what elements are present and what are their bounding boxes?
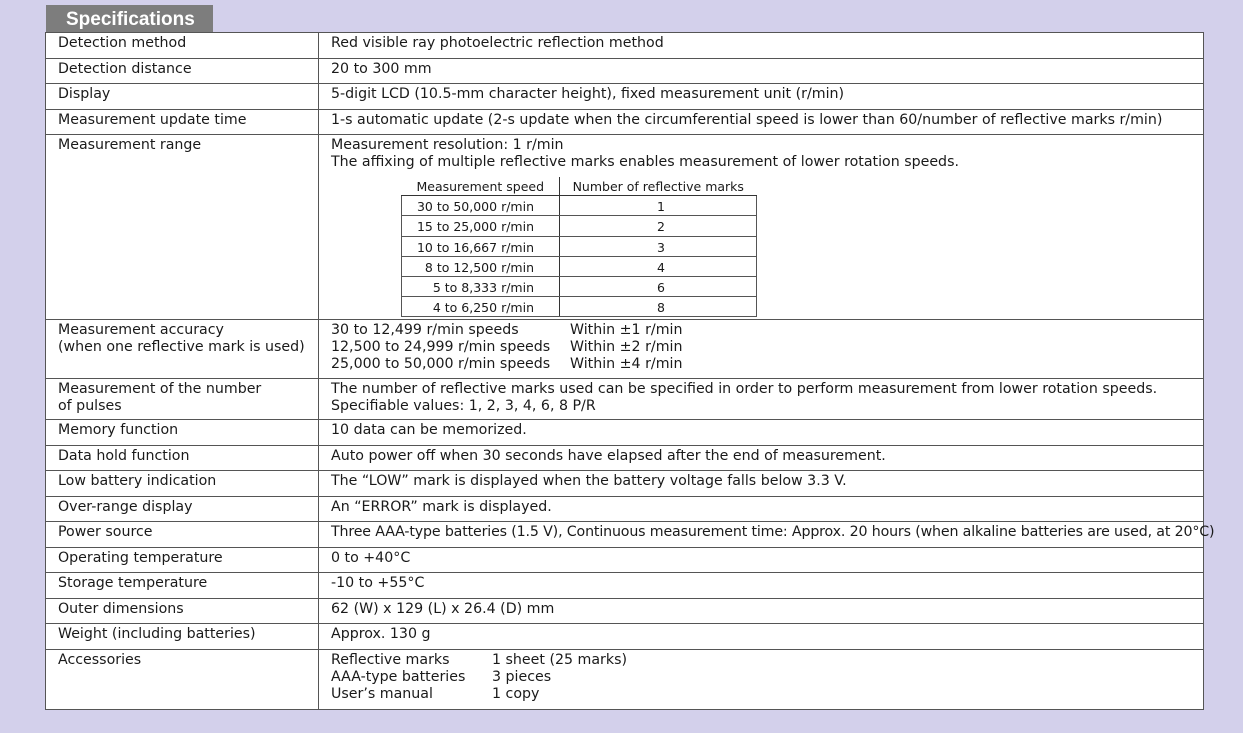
accuracy-item [331, 339, 1197, 356]
accuracy-value: Within ±4 r/min [570, 356, 683, 373]
row-value: Approx. 130 g [319, 624, 1204, 650]
row-label: Weight (including batteries) [46, 624, 319, 650]
table-row [46, 109, 1204, 135]
row-value: -10 to +55°C [319, 573, 1204, 599]
marks-cell: 8 [560, 297, 757, 317]
accessory-name: User’s manual [331, 685, 433, 702]
table-row [46, 471, 1204, 497]
speed-row [402, 196, 757, 216]
speed-row [402, 216, 757, 236]
row-label: Accessories [46, 649, 319, 709]
row-value: 5-digit LCD (10.5-mm character height), fixed measurement unit (r/min) [319, 84, 1204, 110]
pulses-label-cont: of pulses [58, 398, 122, 415]
range-resolution: Measurement resolution: 1 r/min [331, 137, 564, 153]
speed-cell: 5 to 8,333 r/min [402, 276, 560, 296]
marks-cell: 6 [560, 276, 757, 296]
row-label: Outer dimensions [46, 598, 319, 624]
row-value: 0 to +40°C [319, 547, 1204, 573]
row-value: 1-s automatic update (2-s update when the circumferential speed is lower than 60/number of reflective marks r/min) [319, 109, 1204, 135]
table-row [46, 598, 1204, 624]
row-value: 62 (W) x 129 (L) x 26.4 (D) mm [319, 598, 1204, 624]
table-row [46, 420, 1204, 446]
table-row [46, 547, 1204, 573]
accuracy-speed: 25,000 to 50,000 r/min speeds [331, 356, 551, 373]
speed-cell: 4 to 6,250 r/min [402, 297, 560, 317]
row-label [46, 320, 319, 379]
pulses-values: Specifiable values: 1, 2, 3, 4, 6, 8 P/R [331, 398, 596, 415]
row-label: Data hold function [46, 445, 319, 471]
speed-row [402, 276, 757, 296]
accuracy-value: Within ±1 r/min [570, 322, 683, 338]
row-value: The “LOW” mark is displayed when the battery voltage falls below 3.3 V. [319, 471, 1204, 497]
row-label: Detection distance [46, 58, 319, 84]
accessory-name: AAA-type batteries [331, 668, 466, 685]
row-label: Operating temperature [46, 547, 319, 573]
row-value [319, 379, 1204, 420]
accuracy-value: Within ±2 r/min [570, 339, 683, 356]
row-label: Over-range display [46, 496, 319, 522]
row-value: Auto power off when 30 seconds have elapsed after the end of measurement. [319, 445, 1204, 471]
table-row [46, 320, 1204, 379]
accessory-item [331, 669, 1197, 686]
row-value [319, 320, 1204, 379]
range-note: The affixing of multiple reflective marks enables measurement of lower rotation speeds. [331, 154, 959, 171]
row-label: Low battery indication [46, 471, 319, 497]
accessory-item [331, 652, 1197, 669]
table-row [46, 58, 1204, 84]
row-value: Three AAA-type batteries (1.5 V), Continuous measurement time: Approx. 20 hours (when alkaline batteries are used, at 20°C) [319, 522, 1204, 548]
accessory-name: Reflective marks [331, 651, 450, 668]
speed-marks-table [401, 177, 757, 317]
row-value: 10 data can be memorized. [319, 420, 1204, 446]
marks-cell: 4 [560, 256, 757, 276]
marks-cell: 2 [560, 216, 757, 236]
speed-row [402, 256, 757, 276]
table-row [46, 573, 1204, 599]
table-row [46, 379, 1204, 420]
row-label: Memory function [46, 420, 319, 446]
row-value: Red visible ray photoelectric reflection method [319, 33, 1204, 59]
speed-column-header: Measurement speed [402, 177, 560, 195]
accessory-qty: 1 sheet (25 marks) [492, 651, 628, 668]
accuracy-label: Measurement accuracy [58, 322, 224, 338]
row-label: Measurement update time [46, 109, 319, 135]
section-title: Specifications [46, 5, 213, 32]
marks-cell: 1 [560, 196, 757, 216]
speed-cell: 10 to 16,667 r/min [402, 236, 560, 256]
accuracy-speed: 12,500 to 24,999 r/min speeds [331, 339, 551, 356]
speed-cell: 30 to 50,000 r/min [402, 196, 560, 216]
row-label: Power source [46, 522, 319, 548]
accessory-qty: 3 pieces [492, 668, 552, 685]
row-value [319, 135, 1204, 320]
table-row [46, 624, 1204, 650]
table-row [46, 496, 1204, 522]
table-row [46, 649, 1204, 709]
accuracy-item [331, 322, 1197, 339]
specifications-table [45, 32, 1215, 710]
row-label: Detection method [46, 33, 319, 59]
row-value: An “ERROR” mark is displayed. [319, 496, 1204, 522]
marks-column-header: Number of reflective marks [560, 177, 757, 195]
row-value [319, 649, 1204, 709]
row-value: 20 to 300 mm [319, 58, 1204, 84]
speed-cell: 15 to 25,000 r/min [402, 216, 560, 236]
speed-row [402, 236, 757, 256]
table-row [46, 522, 1204, 548]
row-label [46, 379, 319, 420]
pulses-label: Measurement of the number [58, 381, 262, 397]
accuracy-item [331, 356, 1197, 373]
speed-cell: 8 to 12,500 r/min [402, 256, 560, 276]
table-row [46, 84, 1204, 110]
accuracy-speed: 30 to 12,499 r/min speeds [331, 322, 519, 338]
row-label: Storage temperature [46, 573, 319, 599]
row-label: Measurement range [46, 135, 319, 320]
table-row [46, 33, 1204, 59]
accuracy-label-note: (when one reflective mark is used) [58, 339, 305, 356]
accessory-item [331, 686, 1197, 703]
table-row [46, 445, 1204, 471]
accessory-qty: 1 copy [492, 685, 540, 702]
speed-row [402, 297, 757, 317]
table-row [46, 135, 1204, 320]
pulses-description: The number of reflective marks used can be specified in order to perform measurement from lower rotation speeds. [331, 381, 1158, 397]
marks-cell: 3 [560, 236, 757, 256]
row-label: Display [46, 84, 319, 110]
